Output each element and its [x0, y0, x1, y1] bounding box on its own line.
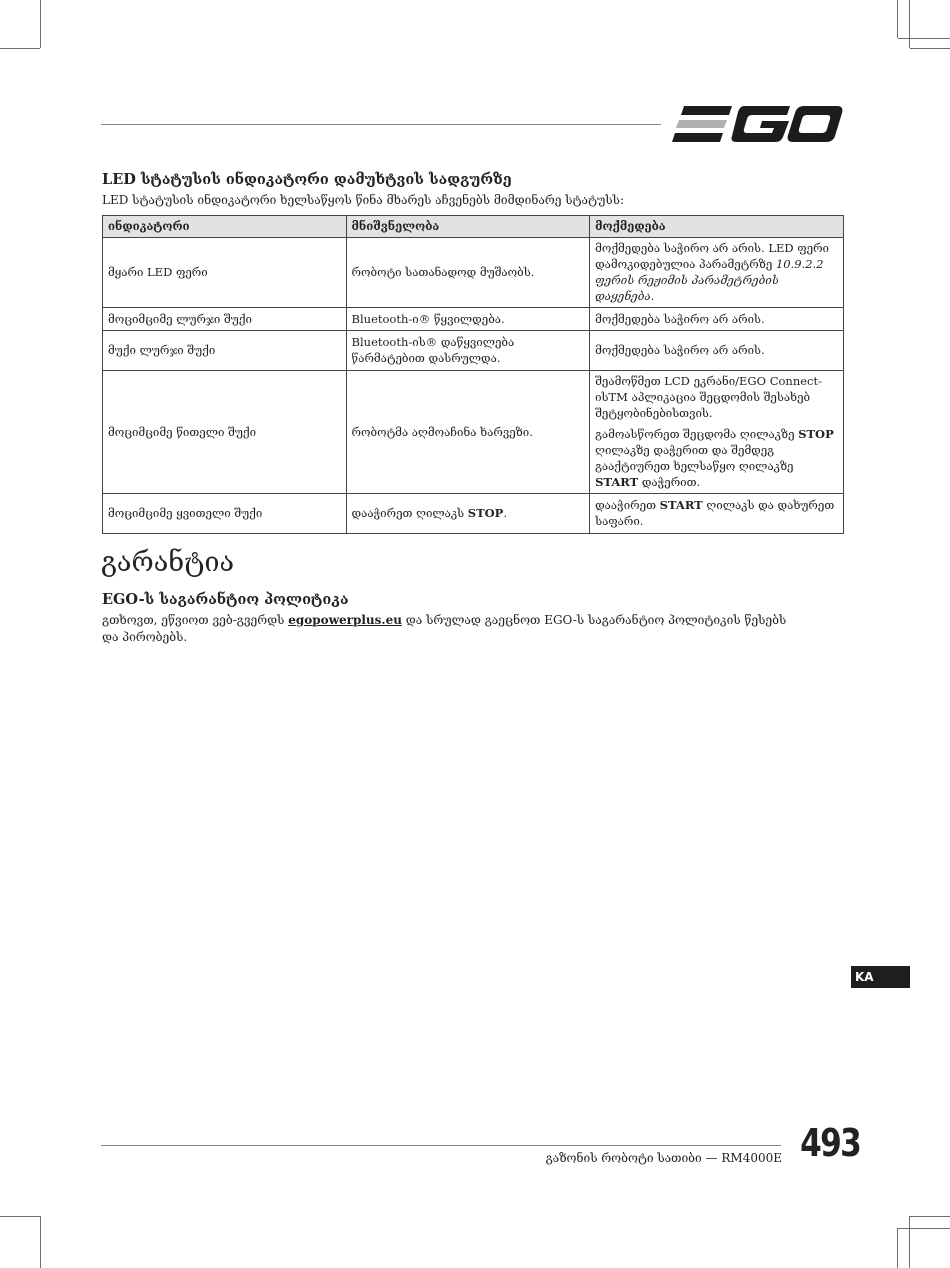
- action-cell: მოქმედება საჭირო არ არის.: [590, 308, 844, 331]
- column-header: ინდიკატორი: [103, 216, 347, 238]
- meaning-cell: [346, 494, 590, 534]
- action-cell: [590, 371, 844, 494]
- meaning-cell: რობოტმა აღმოაჩინა ხარვეზი.: [346, 371, 590, 494]
- ego-logo: [672, 104, 844, 144]
- table-header-row: [103, 216, 844, 238]
- indicator-cell: მოციმციმე წითელი შუქი: [103, 371, 347, 494]
- action-text: გამოასწორეთ შეცდომა ღილაკზე: [595, 427, 795, 441]
- crop-mark: [40, 0, 41, 48]
- action-reference: 10.9.2.2 ფერის რეჟიმის პარამეტრების დაყენება.: [595, 257, 824, 303]
- action-text: მოქმედება საჭირო არ არის. LED ფერი დამოკიდებულია პარამეტრზე: [595, 241, 829, 271]
- column-header: მნიშვნელობა: [346, 216, 590, 238]
- meaning-cell: რობოტი სათანადოდ მუშაობს.: [346, 238, 590, 308]
- action-cell: [590, 238, 844, 308]
- meaning-text: დააჭირეთ ღილაკს: [351, 506, 465, 520]
- warranty-heading: გარანტია: [101, 547, 235, 578]
- crop-mark: [40, 1216, 41, 1268]
- crop-mark: [910, 1216, 950, 1217]
- manual-title: გაზონის რობოტი სათიბი — RM4000E: [545, 1151, 782, 1165]
- page-number: 493: [800, 1121, 861, 1165]
- stop-keyword: STOP: [798, 427, 834, 441]
- action-cell: [590, 494, 844, 534]
- action-text: ღილაკზე დაჭერით და შემდეგ გააქტიურეთ ხელსაწყო ღილაკზე: [595, 443, 794, 473]
- table-row: [103, 308, 844, 331]
- table-row: [103, 494, 844, 534]
- language-tab: KA: [851, 966, 910, 988]
- crop-mark: [910, 48, 950, 49]
- indicator-cell: მყარი LED ფერი: [103, 238, 347, 308]
- stop-keyword: STOP: [467, 506, 504, 520]
- action-paragraph: [595, 426, 838, 490]
- crop-mark: [898, 1228, 950, 1229]
- crop-mark: [897, 0, 898, 38]
- led-section-title: LED სტატუსის ინდიკატორი დამუხტვის სადგურზე: [102, 171, 512, 188]
- meaning-cell: Bluetooth-ის® დაწყვილება წარმატებით დასრულდა.: [346, 331, 590, 371]
- indicator-cell: მოციმციმე ყვითელი შუქი: [103, 494, 347, 534]
- indicator-cell: მოციმციმე ლურჯი შუქი: [103, 308, 347, 331]
- warranty-text-start: გთხოვთ, ეწვიოთ ვებ-გვერდს: [102, 613, 285, 627]
- led-status-table: [102, 215, 844, 534]
- crop-mark: [897, 1228, 898, 1268]
- led-section-intro: LED სტატუსის ინდიკატორი ხელსაწყოს წინა მხარეს აჩვენებს მიმდინარე სტატუსს:: [102, 193, 624, 207]
- action-paragraph: შეამოწმეთ LCD ეკრანი/EGO Connect-ისTM აპლიკაცია შეცდომის შესახებ შეტყობინებისთვის.: [595, 374, 822, 420]
- table-row: [103, 371, 844, 494]
- meaning-text: .: [503, 506, 507, 520]
- indicator-cell: მუქი ლურჯი შუქი: [103, 331, 347, 371]
- column-header: მოქმედება: [590, 216, 844, 238]
- meaning-cell: Bluetooth-ი® წყვილდება.: [346, 308, 590, 331]
- header-rule: [101, 124, 661, 125]
- crop-mark: [0, 48, 40, 49]
- warranty-text-end: და სრულად გაეცნოთ EGO-ს საგარანტიო პოლიტიკის წესებს და პირობებს.: [102, 613, 787, 644]
- warranty-text: [102, 612, 802, 646]
- crop-mark: [909, 1216, 910, 1268]
- crop-mark: [898, 38, 950, 39]
- action-text: ღილაკს და დახურეთ საფარი.: [595, 498, 835, 528]
- table-row: [103, 238, 844, 308]
- table-row: [103, 331, 844, 371]
- crop-mark: [909, 0, 910, 48]
- action-text: დააჭირეთ: [595, 498, 656, 512]
- start-keyword: START: [659, 498, 703, 512]
- warranty-link[interactable]: egopowerplus.eu: [288, 613, 402, 627]
- crop-mark: [0, 1216, 40, 1217]
- action-text: დაჭერით.: [641, 475, 701, 489]
- warranty-subheading: EGO-ს საგარანტიო პოლიტიკა: [102, 591, 349, 608]
- action-cell: მოქმედება საჭირო არ არის.: [590, 331, 844, 371]
- start-keyword: START: [595, 475, 639, 489]
- footer-rule: [101, 1145, 781, 1146]
